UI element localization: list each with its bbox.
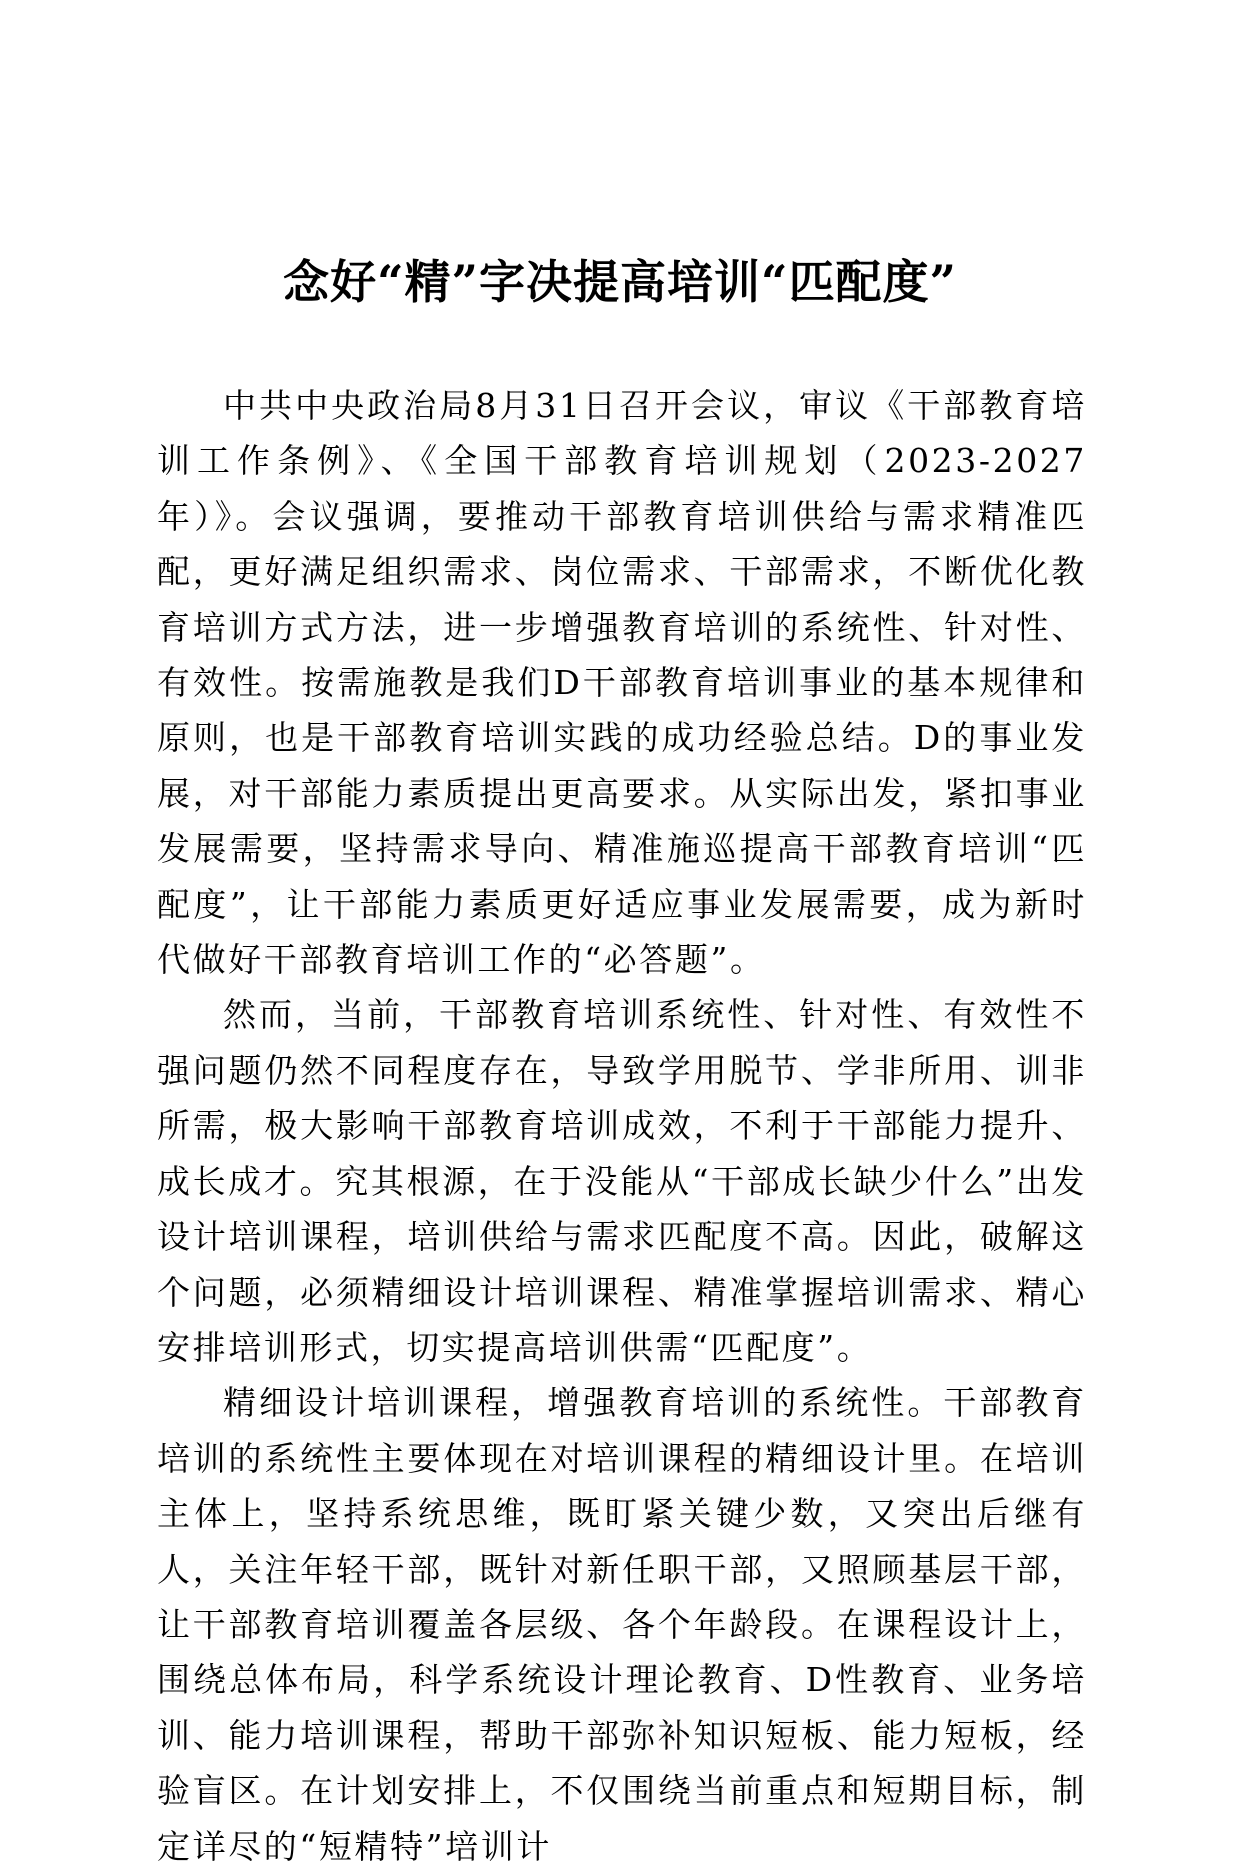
document-title: 念好“精”字决提高培训“匹配度” <box>283 255 957 309</box>
paragraph-2: 然而，当前，干部教育培训系统性、针对性、有效性不强问题仍然不同程度存在，导致学用脱节、学非所用、训非所需，极大影响干部教育培训成效，不利于干部能力提升、成长成才。究其根源，在于没能从“干部成长缺少什么”出发设计培训课程，培训供给与需求匹配度不高。因此，破解这个问题，必须精细设计培训课程、精准掌握培训需求、精心安排培训形式，切实提高培训供需“匹配度”。 <box>157 995 1087 1367</box>
paragraph-1: 中共中央政治局8月31日召开会议，审议《干部教育培训工作条例》、《全国干部教育培训规划（2023-2027年）》。会议强调，要推动干部教育培训供给与需求精准匹配，更好满足组织需求、岗位需求、干部需求，不断优化教育培训方式方法，进一步增强教育培训的系统性、针对性、有效性。按需施教是我们D干部教育培训事业的基本规律和原则，也是干部教育培训实践的成功经验总结。D的事业发展，对干部能力素质提出更高要求。从实际出发，紧扣事业发展需要，坚持需求导向、精准施巡提高干部教育培训“匹配度”，让干部能力素质更好适应事业发展需要，成为新时代做好干部教育培训工作的“必答题”。 <box>157 386 1087 980</box>
paragraph-3: 精细设计培训课程，增强教育培训的系统性。干部教育培训的系统性主要体现在对培训课程的精细设计里。在培训主体上，坚持系统思维，既盯紧关键少数，又突出后继有人，关注年轻干部，既针对新任职干部，又照顾基层干部，让干部教育培训覆盖各层级、各个年龄段。在课程设计上，围绕总体布局，科学系统设计理论教育、D性教育、业务培训、能力培训课程，帮助干部弥补知识短板、能力短板，经验盲区。在计划安排上，不仅围绕当前重点和短期目标，制定详尽的“短精特”培训计 <box>157 1383 1087 1866</box>
document-body <box>157 378 1087 1874</box>
